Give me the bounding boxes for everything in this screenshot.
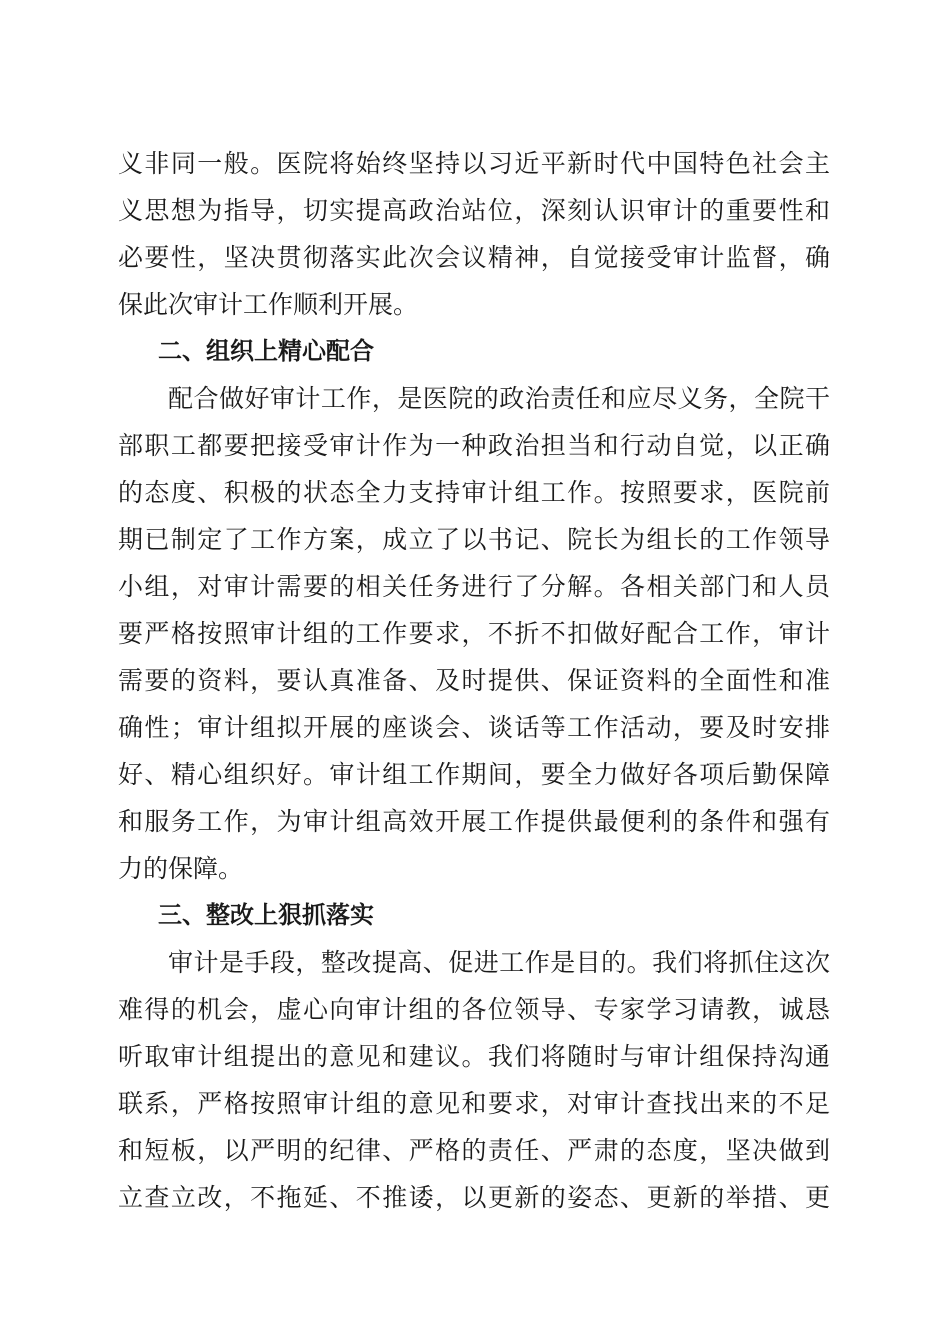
paragraph-3 [118,939,830,1221]
text-line: 小组，对审计需要的相关任务进行了分解。各相关部门和人员 [118,572,830,601]
paragraph-2 [118,375,830,892]
section-heading-3: 三、整改上狠抓落实 [158,901,374,929]
text-line: 配合做好审计工作，是医院的政治责任和应尽义务，全院干 [168,384,830,413]
text-line: 和短板，以严明的纪律、严格的责任、严肃的态度，坚决做到 [118,1136,830,1165]
text-line: 需要的资料，要认真准备、及时提供、保证资料的全面性和准 [118,666,830,695]
text-line: 必要性，坚决贯彻落实此次会议精神，自觉接受审计监督，确 [118,243,830,272]
text-line: 立查立改，不拖延、不推诿，以更新的姿态、更新的举措、更 [118,1183,830,1212]
text-line: 部职工都要把接受审计作为一种政治担当和行动自觉，以正确 [118,431,830,460]
text-line: 确性；审计组拟开展的座谈会、谈话等工作活动，要及时安排 [118,713,830,742]
text-line: 和服务工作，为审计组高效开展工作提供最便利的条件和强有 [118,807,830,836]
text-line: 联系，严格按照审计组的意见和要求，对审计查找出来的不足 [118,1089,830,1118]
text-line: 难得的机会，虚心向审计组的各位领导、专家学习请教，诚恳 [118,995,830,1024]
text-line: 好、精心组织好。审计组工作期间，要全力做好各项后勤保障 [118,760,830,789]
section-heading-2: 二、组织上精心配合 [158,337,374,365]
paragraph-1 [118,140,830,328]
text-line: 义思想为指导，切实提高政治站位，深刻认识审计的重要性和 [118,196,830,225]
text-line: 义非同一般。医院将始终坚持以习近平新时代中国特色社会主 [118,149,830,178]
document-body [118,140,830,1221]
text-line: 审计是手段，整改提高、促进工作是目的。我们将抓住这次 [168,948,830,977]
text-line: 的态度、积极的状态全力支持审计组工作。按照要求，医院前 [118,478,830,507]
text-line: 力的保障。 [118,854,244,883]
text-line: 期已制定了工作方案，成立了以书记、院长为组长的工作领导 [118,525,830,554]
text-line: 要严格按照审计组的工作要求，不折不扣做好配合工作，审计 [118,619,830,648]
text-line: 保此次审计工作顺利开展。 [118,290,419,319]
text-line: 听取审计组提出的意见和建议。我们将随时与审计组保持沟通 [118,1042,830,1071]
